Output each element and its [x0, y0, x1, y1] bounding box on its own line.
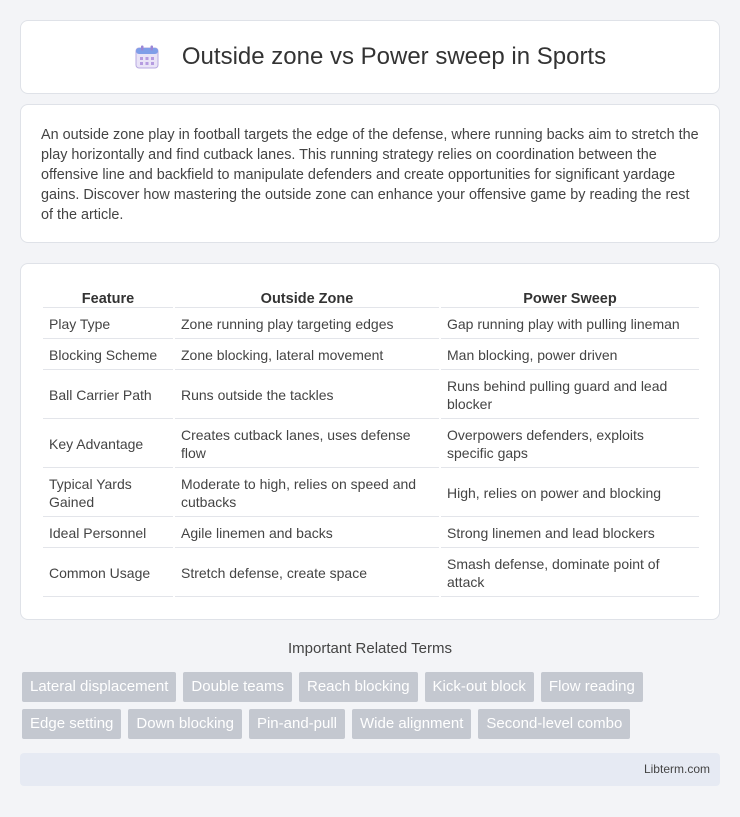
footer-site-link[interactable]: Libterm.com: [643, 762, 710, 776]
footer: [20, 753, 720, 786]
related-term-tag[interactable]: Edge setting: [22, 709, 121, 739]
related-term-tag[interactable]: Flow reading: [541, 672, 643, 702]
table-cell: Play Type: [43, 310, 173, 339]
header-outside-zone: Outside Zone: [175, 286, 439, 308]
related-terms-list: [22, 672, 722, 739]
table-cell: Typical Yards Gained: [43, 470, 173, 517]
calendar-icon: [134, 44, 160, 70]
table-cell: Gap running play with pulling lineman: [441, 310, 699, 339]
intro-card: [20, 104, 720, 243]
table-cell: High, relies on power and blocking: [441, 470, 699, 517]
table-cell: Man blocking, power driven: [441, 341, 699, 370]
table-cell: Common Usage: [43, 550, 173, 597]
header-power-sweep: Power Sweep: [441, 286, 699, 308]
related-term-tag[interactable]: Wide alignment: [352, 709, 471, 739]
intro-text: An outside zone play in football targets the edge of the defense, where running backs aim to stretch the play horizontally and find cutback lanes. This running strategy relies on coordination between the offensive line and backfield to manipulate defenders and create opportunities for significant yardage gains. Discover how mastering the outside zone can enhance your offensive game by reading the rest of the article.: [41, 127, 699, 223]
table-row: [43, 519, 699, 548]
related-term-tag[interactable]: Down blocking: [128, 709, 242, 739]
table-row: [43, 421, 699, 468]
table-cell: Runs outside the tackles: [175, 372, 439, 419]
table-header-row: [43, 286, 699, 308]
table-cell: Ideal Personnel: [43, 519, 173, 548]
related-term-tag[interactable]: Pin-and-pull: [249, 709, 345, 739]
table-cell: Creates cutback lanes, uses defense flow: [175, 421, 439, 468]
table-cell: Blocking Scheme: [43, 341, 173, 370]
table-cell: Strong linemen and lead blockers: [441, 519, 699, 548]
comparison-table: [41, 284, 701, 599]
table-cell: Zone running play targeting edges: [175, 310, 439, 339]
table-row: [43, 341, 699, 370]
related-term-tag[interactable]: Kick-out block: [425, 672, 534, 702]
table-row: [43, 372, 699, 419]
table-row: [43, 550, 699, 597]
related-term-tag[interactable]: Reach blocking: [299, 672, 418, 702]
table-row: [43, 470, 699, 517]
title-wrap: [134, 43, 606, 71]
related-term-tag[interactable]: Lateral displacement: [22, 672, 176, 702]
table-cell: Moderate to high, relies on speed and cutbacks: [175, 470, 439, 517]
table-cell: Overpowers defenders, exploits specific gaps: [441, 421, 699, 468]
table-cell: Runs behind pulling guard and lead blocker: [441, 372, 699, 419]
related-terms-title: Important Related Terms: [288, 640, 452, 657]
table-row: [43, 310, 699, 339]
related-term-tag[interactable]: Double teams: [183, 672, 292, 702]
table-cell: Stretch defense, create space: [175, 550, 439, 597]
table-cell: Key Advantage: [43, 421, 173, 468]
table-cell: Smash defense, dominate point of attack: [441, 550, 699, 597]
table-cell: Zone blocking, lateral movement: [175, 341, 439, 370]
comparison-table-card: [20, 263, 720, 620]
related-term-tag[interactable]: Second-level combo: [478, 709, 630, 739]
header-card: [20, 20, 720, 94]
table-cell: Agile linemen and backs: [175, 519, 439, 548]
table-cell: Ball Carrier Path: [43, 372, 173, 419]
page-title: Outside zone vs Power sweep in Sports: [181, 43, 607, 70]
header-feature: Feature: [43, 286, 173, 308]
